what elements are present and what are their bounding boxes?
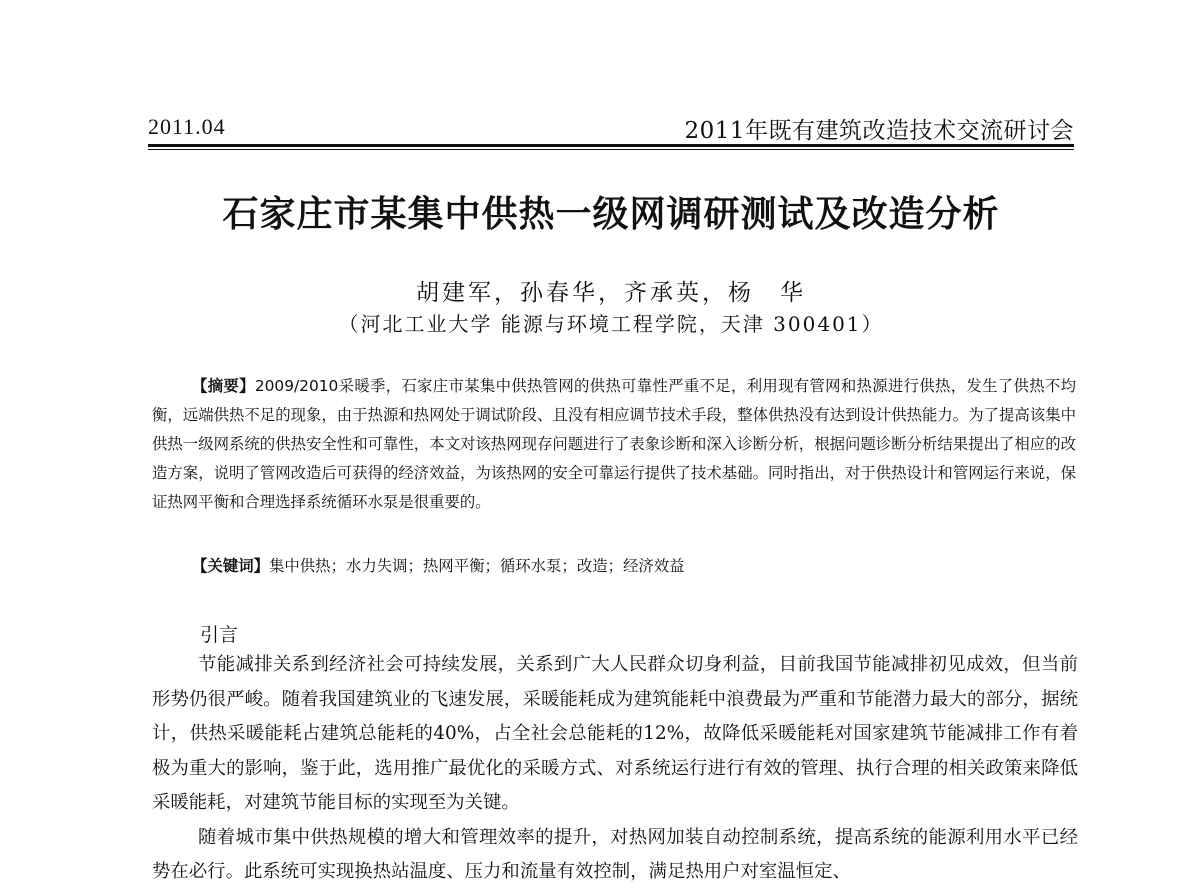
keywords-label: 【关键词】 bbox=[192, 557, 269, 575]
abstract-text: 2009/2010采暖季，石家庄市某集中供热管网的供热可靠性严重不足，利用现有管网和热源进行供热，发生了供热不均衡，远端供热不足的现象，由于热源和热网处于调试阶段、且没有相应调节技术手段，整体供热没有达到设计供热能力。为了提高该集中供热一级网系统的供热安全性和可靠性，本文对该热网现存问题进行了表象诊断和深入诊断分析，根据问题诊断分析结果提出了相应的改造方案，说明了管网改造后可获得的经济效益，为该热网的安全可靠运行提供了技术基础。同时指出，对于供热设计和管网运行来说，保证热网平衡和合理选择系统循环水泵是很重要的。 bbox=[152, 377, 1076, 511]
header-conference: 2011年既有建筑改造技术交流研讨会 bbox=[684, 118, 1074, 144]
authors: 胡建军，孙春华，齐承英，杨 华 bbox=[416, 280, 806, 306]
body-text bbox=[152, 648, 1078, 890]
paragraph-1: 节能减排关系到经济社会可持续发展，关系到广大人民群众切身利益，目前我国节能减排初见成效，但当前形势仍很严峻。随着我国建筑业的飞速发展，采暖能耗成为建筑能耗中浪费最为严重和节能潜力最大的部分，据统计，供热采暖能耗占建筑总能耗的40%，占全社会总能耗的12%，故降低采暖能耗对国家建筑节能减排工作有着极为重大的影响，鉴于此，选用推广最优化的采暖方式、对系统运行进行有效的管理、执行合理的相关政策来降低采暖能耗，对建筑节能目标的实现至为关键。 bbox=[152, 654, 1078, 813]
abstract-label: 【摘要】 bbox=[192, 377, 255, 395]
keywords-text: 集中供热；水力失调；热网平衡；循环水泵；改造；经济效益 bbox=[269, 557, 685, 575]
header-rule-thin bbox=[148, 149, 1074, 150]
header-date: 2011.04 bbox=[148, 114, 226, 139]
paper-title: 石家庄市某集中供热一级网调研测试及改造分析 bbox=[222, 194, 1000, 235]
header-rule-thick bbox=[148, 144, 1074, 147]
affiliation: （河北工业大学 能源与环境工程学院，天津 300401） bbox=[338, 312, 884, 336]
paragraph-2: 随着城市集中供热规模的增大和管理效率的提升，对热网加装自动控制系统，提高系统的能源利用水平已经势在必行。此系统可实现换热站温度、压力和流量有效控制，满足热用户对室温恒定、 bbox=[152, 826, 1078, 882]
section-title-introduction: 引言 bbox=[200, 624, 239, 646]
keywords bbox=[152, 552, 1076, 581]
abstract bbox=[152, 372, 1076, 517]
